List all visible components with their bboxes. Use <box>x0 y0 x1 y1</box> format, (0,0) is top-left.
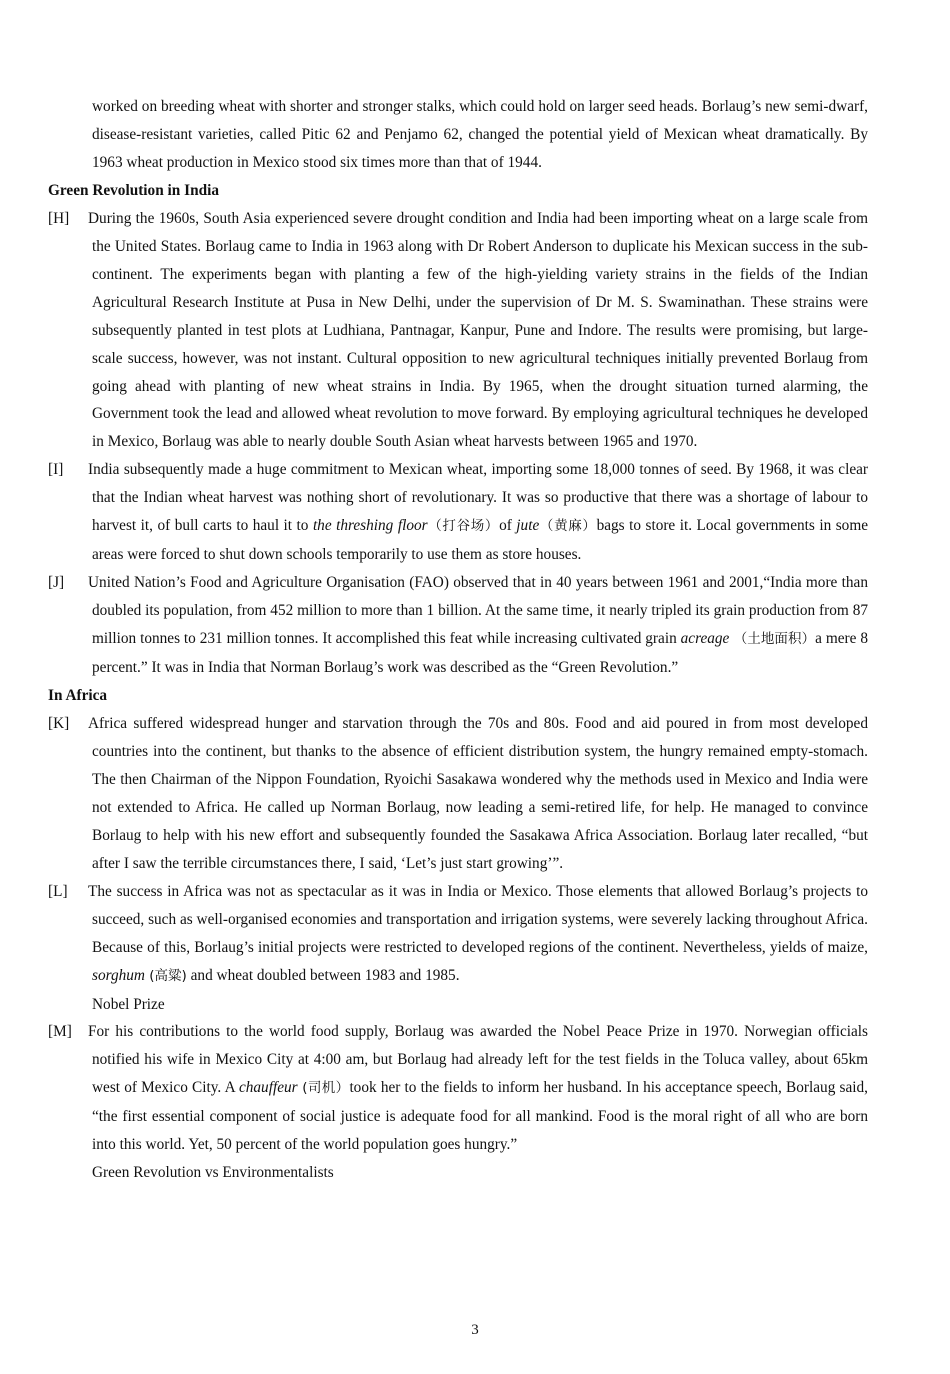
paragraph-j-text-2: a mere 8 percent.” It was in India that Norman Borlaug’s work was described as the “Green Revolution.” <box>92 630 868 677</box>
term-jute: jute <box>516 517 540 535</box>
paragraph-label-k: [K] <box>48 714 70 732</box>
paragraph-j-text-1: United Nation’s Food and Agriculture Organisation (FAO) observed that in 40 years between 1961 and 2001,“India more than doubled its population, from 452 million to more than 1 billion. At the same time, it nearly tripled its grain production from 87 million tonnes to 231 million tonnes. It accomplished this feat while increasing cultivated grain <box>88 574 868 648</box>
paragraph-k <box>48 710 868 878</box>
paragraph-j <box>48 569 868 682</box>
paragraph-l <box>48 878 868 991</box>
heading-green-revolution-india: Green Revolution in India <box>48 181 219 199</box>
paragraph-k-text: Africa suffered widespread hunger and starvation through the 70s and 80s. Food and aid poured in from most developed countries into the continent, but thanks to the absence of efficient distribution system, the hungry remained empty-stomach. The then Chairman of the Nippon Foundation, Ryoichi Sasakawa wondered why the methods used in Mexico and India were not extended to Africa. He called up Norman Borlaug, now leading a semi-retired life, for help. He managed to convince Borlaug to help with his new effort and subsequently founded the Sasakawa Africa Association. Borlaug later recalled, “but after I saw the terrible circumstances there, I said, ‘Let’s just start growing’”. <box>88 714 868 872</box>
paragraph-i <box>48 456 868 569</box>
paragraph-h-text: During the 1960s, South Asia experienced severe drought condition and India had been importing wheat on a large scale from the United States. Borlaug came to India in 1963 along with Dr Robert Anderson to duplicate his Mexican success in the sub-continent. The experiments began with planting a few of the high-yielding variety strains in the fields of the Indian Agricultural Research Institute at Pusa in New Delhi, under the supervision of Dr M. S. Swaminathan. These strains were subsequently planted in test plots at Ludhiana, Pantnagar, Kanpur, Pune and Indore. The results were promising, but large-scale success, however, was not instant. Cultural opposition to new agricultural techniques initially prevented Borlaug from going ahead with planting of new wheat strains in India. By 1965, when the drought situation turned alarming, the Government took the lead and allowed wheat revolution to move forward. By employing agricultural techniques he developed in Mexico, Borlaug was able to nearly double South Asian wheat harvests between 1965 and 1970. <box>88 209 868 451</box>
paragraph-label-i: [I] <box>48 461 64 479</box>
gloss-jute: （黄麻） <box>539 518 597 535</box>
paragraph-l-text-1: The success in Africa was not as spectacular as it was in India or Mexico. Those elements that allowed Borlaug’s projects to succeed, such as well-organised economies and transportation and irrigation systems, were severely lacking throughout Africa. Because of this, Borlaug’s initial projects were restricted to developed regions of the continent. Nevertheless, yields of maize, <box>88 882 868 956</box>
heading-in-africa: In Africa <box>48 687 108 705</box>
paragraph-label-j: [J] <box>48 574 65 592</box>
page-number: 3 <box>471 1322 479 1338</box>
paragraph-i-text-1: India subsequently made a huge commitment to Mexican wheat, importing some 18,000 tonnes of seed. By 1968, it was clear that the Indian wheat harvest was nothing short of revolutionary. It was so productive that there was a shortage of labour to harvest it, of bull carts to haul it to <box>88 461 868 535</box>
paragraph-i-text-3: bags to store it. Local governments in some areas were forced to shut down schools temporarily to use them as store houses. <box>92 517 869 564</box>
paragraph-label-h: [H] <box>48 209 70 227</box>
term-chauffeur: chauffeur <box>238 1079 298 1097</box>
paragraph-m-text-2: took her to the fields to inform her husband. In his acceptance speech, Borlaug said, “the first essential component of social justice is adequate food for all mankind. Food is the moral right of all who are born into this world. Yet, 50 percent of the world population goes hungry.” <box>92 1079 868 1154</box>
paragraph-i-text-2: of <box>499 517 517 535</box>
continuation-paragraph: worked on breeding wheat with shorter and stronger stalks, which could hold on larger seed heads. Borlaug’s new semi-dwarf, disease-resistant varieties, called Pitic 62 and Penjamo 62, changed the potential yield of Mexican wheat dramatically. By 1963 wheat production in Mexico stood six times more than that of 1944. <box>92 98 868 171</box>
paragraph-m-text-1: For his contributions to the world food supply, Borlaug was awarded the Nobel Peace Prize in 1970. Norwegian officials notified his wife in Mexico City at 4:00 am, but Borlaug had already left for the test fields in the Toluca valley, about 65km west of Mexico City. A <box>88 1023 868 1097</box>
paragraph-label-l: [L] <box>48 882 68 900</box>
document-page <box>48 93 868 1187</box>
term-threshing-floor: the threshing floor <box>312 517 428 535</box>
gloss-threshing-floor: （打谷场） <box>427 518 500 535</box>
gloss-chauffeur: (司机） <box>297 1080 350 1097</box>
term-acreage: acreage <box>680 630 730 648</box>
paragraph-h <box>48 205 868 457</box>
paragraph-m <box>48 1018 868 1159</box>
subheading-nobel-prize: Nobel Prize <box>92 995 165 1013</box>
paragraph-label-m: [M] <box>48 1023 72 1041</box>
paragraph-l-text-2: and wheat doubled between 1983 and 1985. <box>186 966 460 984</box>
term-sorghum: sorghum <box>92 966 145 984</box>
gloss-acreage: （土地面积） <box>729 631 816 648</box>
subheading-green-revolution-vs-environmentalists: Green Revolution vs Environmentalists <box>92 1164 334 1182</box>
gloss-sorghum: (高粱) <box>144 967 187 984</box>
